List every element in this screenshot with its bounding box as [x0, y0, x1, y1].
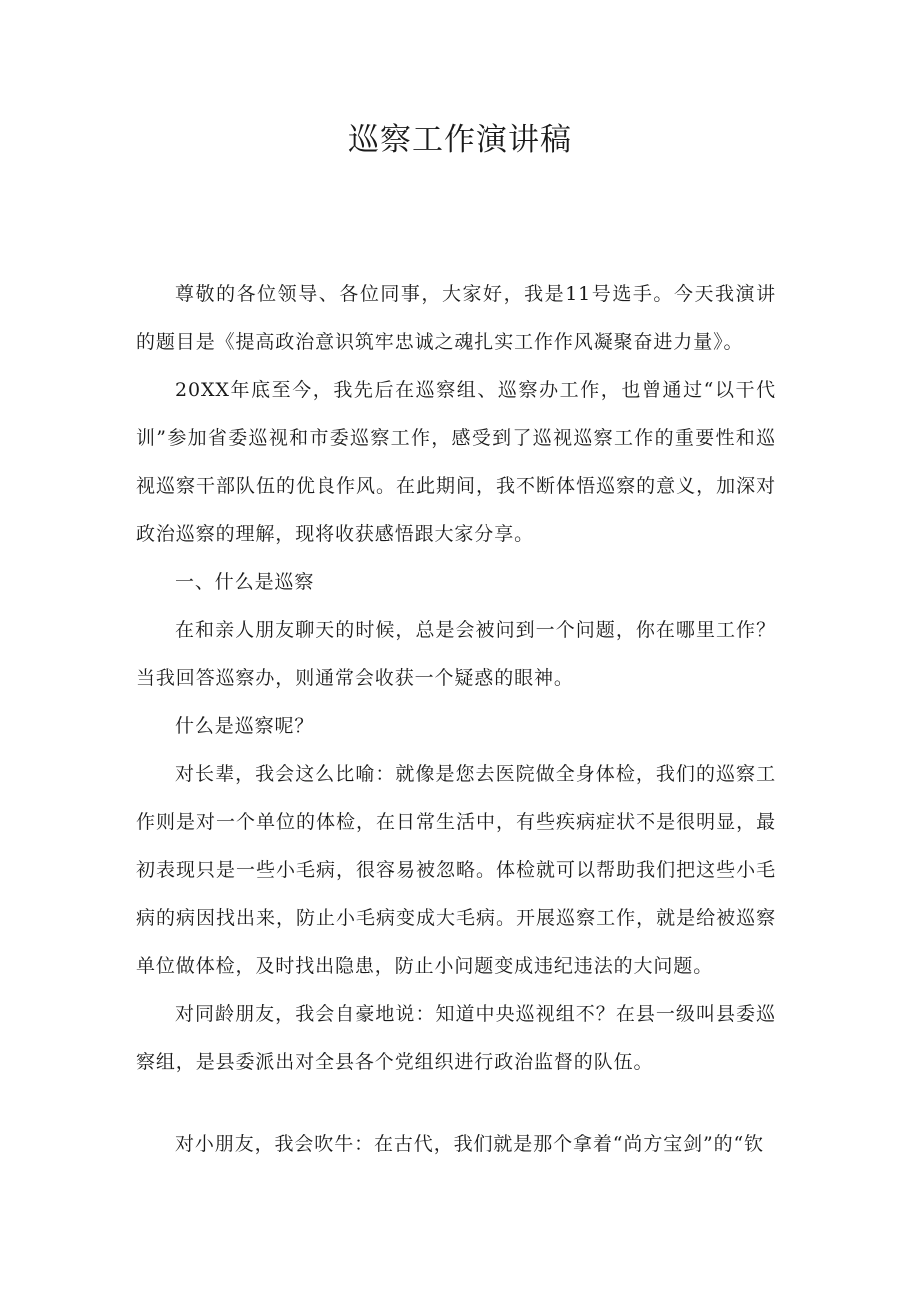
paragraph-experience: 20XX年底至今，我先后在巡察组、巡察办工作，也曾通过“以干代训”参加省委巡视和市委巡察工作，感受到了巡视巡察工作的重要性和巡视巡察干部队伍的优良作风。在此期间，我不断体悟巡察的意义，加深对政治巡察的理解，现将收获感悟跟大家分享。 [136, 379, 776, 545]
paragraph-to-elders: 对长辈，我会这么比喻：就像是您去医院做全身体检，我们的巡察工作则是对一个单位的体检，在日常生活中，有些疾病症状不是很明显，最初表现只是一些小毛病，很容易被忽略。体检就可以帮助我们把这些小毛病的病因找出来，防止小毛病变成大毛病。开展巡察工作，就是给被巡察单位做体检，及时找出隐患，防止小问题变成违纪违法的大问题。 [136, 763, 776, 977]
paragraph-spacer [136, 1086, 776, 1120]
paragraph-greeting: 尊敬的各位领导、各位同事，大家好，我是11号选手。今天我演讲的题目是《提高政治意识筑牢忠诚之魂扎实工作作风凝聚奋进力量》。 [136, 283, 776, 353]
section-heading-what-is-inspection: 一、什么是巡察 [175, 571, 315, 593]
paragraph-what-is: 什么是巡察呢？ [175, 715, 315, 737]
paragraph-to-peers: 对同龄朋友，我会自豪地说：知道中央巡视组不？在县一级叫县委巡察组，是县委派出对全县各个党组织进行政治监督的队伍。 [136, 1003, 776, 1073]
document-body [136, 270, 776, 1168]
paragraph-to-children: 对小朋友，我会吹牛：在古代，我们就是那个拿着“尚方宝剑”的“钦 [175, 1133, 765, 1155]
document-title: 巡察工作演讲稿 [348, 122, 572, 158]
paragraph-question: 在和亲人朋友聊天的时候，总是会被问到一个问题，你在哪里工作？当我回答巡察办，则通常会收获一个疑惑的眼神。 [136, 619, 776, 689]
